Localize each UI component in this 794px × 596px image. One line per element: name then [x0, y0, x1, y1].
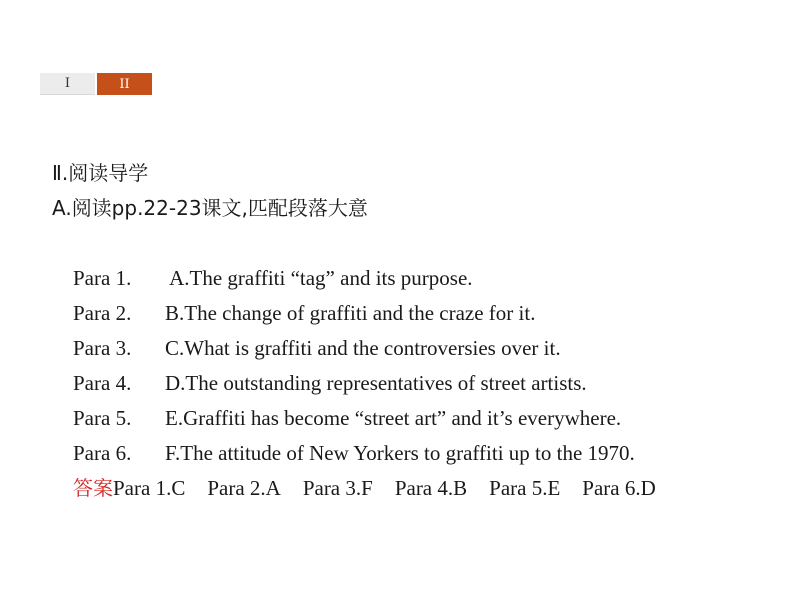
answer-item: Para 2.A — [207, 476, 281, 500]
para-label: Para 5. — [73, 406, 132, 430]
answer-item: Para 5.E — [489, 476, 561, 500]
tab-section-1[interactable]: I — [40, 73, 95, 95]
reading-guide — [52, 156, 772, 500]
para-label: Para 2. — [73, 301, 132, 325]
para-option: A.The graffiti “tag” and its purpose. — [165, 266, 473, 290]
para-option: D.The outstanding representatives of street artists. — [165, 371, 587, 395]
answer-item: Para 4.B — [394, 476, 468, 500]
instruction-text: A.阅读pp.22-23课文,匹配段落大意 — [52, 196, 368, 220]
para-label: Para 4. — [73, 371, 132, 395]
answer-item: Para 1.C — [113, 476, 186, 500]
answer-item: Para 6.D — [582, 476, 656, 500]
para-row-1 — [52, 226, 772, 290]
para-option: E.Graffiti has become “street art” and it’s everywhere. — [165, 406, 622, 430]
section-tabs — [40, 73, 152, 95]
section-heading: Ⅱ.阅读导学 — [52, 161, 149, 185]
para-option: C.What is graffiti and the controversies over it. — [165, 336, 561, 360]
para-option: F.The attitude of New Yorkers to graffiti up to the 1970. — [165, 441, 635, 465]
para-label: Para 1. — [73, 266, 132, 290]
para-label: Para 3. — [73, 336, 132, 360]
para-label: Para 6. — [73, 441, 132, 465]
para-option: B.The change of graffiti and the craze for it. — [165, 301, 536, 325]
answer-item: Para 3.F — [302, 476, 373, 500]
tab-section-2[interactable]: II — [97, 73, 152, 95]
answer-label: 答案 — [73, 476, 113, 500]
